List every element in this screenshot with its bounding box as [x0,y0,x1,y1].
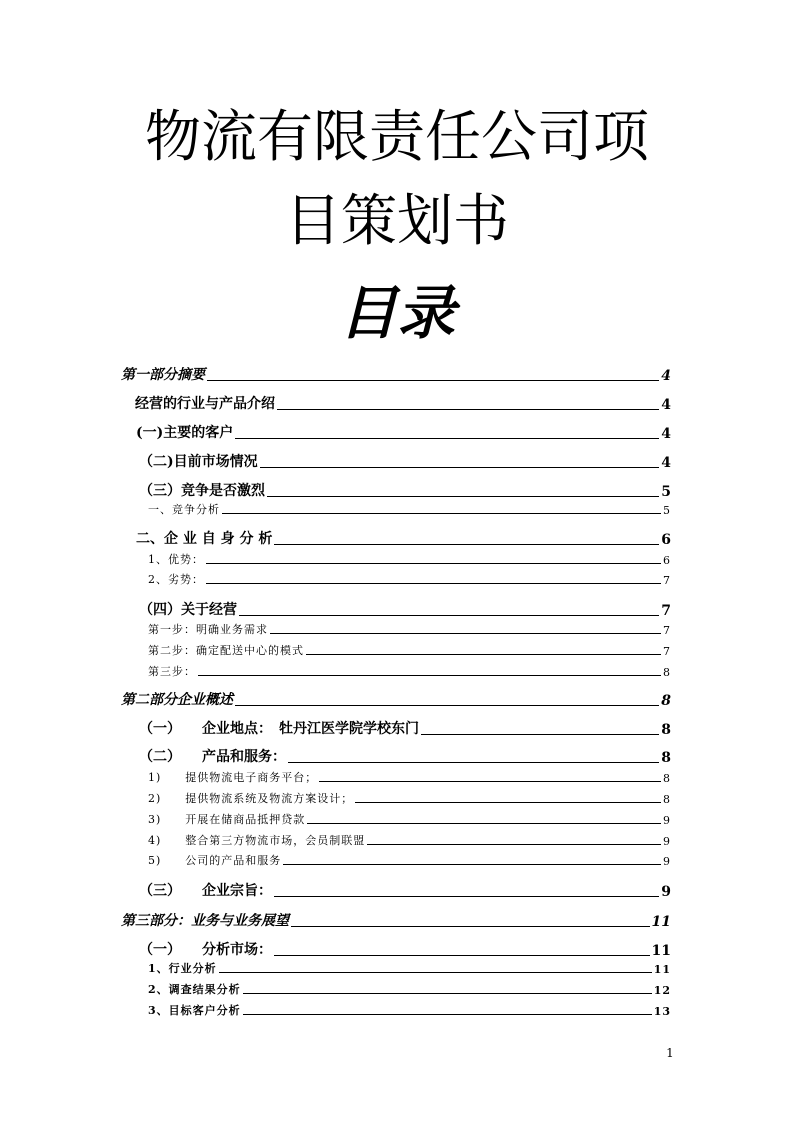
toc-entry-label: 1、优势： [148,553,204,566]
toc-entry[interactable] [148,811,671,827]
toc-entry[interactable] [139,746,671,766]
toc-entry[interactable] [121,910,671,930]
toc-entry-page: 4 [661,368,671,384]
toc-entry-label: 2、劣势： [148,573,204,586]
toc-entry-page: 9 [663,835,671,848]
toc-entry-page: 7 [663,574,671,587]
toc-entry-page: 8 [661,750,671,766]
toc-entry[interactable] [148,551,671,567]
toc-entry[interactable] [148,852,671,868]
toc-entry-label: （二)目前市场情况 [139,454,258,470]
toc-entry-page: 11 [651,914,671,930]
document-title-line-2: 目策划书 [285,189,509,254]
toc-entry[interactable] [148,571,671,587]
toc-entry-label: 2、调查结果分析 [148,983,241,996]
toc-entry[interactable] [148,960,671,976]
toc-entry[interactable] [148,663,671,679]
toc-heading: 目录 [338,279,455,347]
document-title-line-1: 物流有限责任公司项 [145,105,649,170]
toc-entry-page: 7 [663,645,671,658]
toc-entry-label: 第三步： [148,665,196,678]
toc-entry[interactable] [121,689,671,709]
toc-entry[interactable] [148,621,671,637]
toc-entry-label: （三） 企业宗旨： [139,883,272,899]
toc-entry-label: 3) 开展在储商品抵押贷款 [148,813,306,826]
toc-entry[interactable] [148,790,671,806]
toc-entry-label: 经营的行业与产品介绍 [135,396,275,412]
toc-entry-page: 9 [661,884,671,900]
toc-entry[interactable] [139,718,671,738]
toc-entry[interactable] [139,451,671,471]
toc-entry-page: 11 [651,943,671,959]
toc-entry[interactable] [139,599,671,619]
toc-entry[interactable] [148,981,671,997]
toc-entry[interactable] [139,480,671,500]
toc-entry[interactable] [148,1002,671,1018]
toc-entry[interactable] [136,528,671,548]
toc-entry-page: 4 [661,455,671,471]
toc-entry[interactable] [148,501,671,517]
toc-entry[interactable] [136,422,671,442]
toc-entry-label: （一） 分析市场： [139,942,272,958]
toc-entry-page: 4 [661,397,671,413]
toc-entry-label: （一） 企业地点： 牡丹江医学院学校东门 [139,721,419,737]
toc-entry-page: 4 [661,426,671,442]
toc-entry-page: 6 [661,532,671,548]
toc-entry-page: 8 [661,722,671,738]
toc-entry-page: 7 [663,624,671,637]
toc-entry[interactable] [148,642,671,658]
toc-entry-label: 第一步：明确业务需求 [148,623,268,636]
toc-entry-label: 5) 公司的产品和服务 [148,854,282,867]
toc-entry-page: 6 [663,554,671,567]
toc-entry-label: 第三部分：业务与业务展望 [121,913,289,929]
toc-entry-label: 一、竞争分析 [148,503,220,516]
toc-entry[interactable] [148,769,671,785]
toc-entry-page: 8 [663,772,671,785]
toc-entry-page: 13 [653,1005,671,1018]
toc-entry-page: 11 [653,963,671,976]
page-number: 1 [666,1046,674,1060]
toc-entry-label: 1、行业分析 [148,962,217,975]
toc-entry-label: （三）竞争是否激烈 [139,483,265,499]
toc-entry-label: 2) 提供物流系统及物流方案设计； [148,792,354,805]
toc-entry-label: 4) 整合第三方物流市场，会员制联盟 [148,834,366,847]
toc-entry-label: 二、企 业 自 身 分 析 [136,531,273,547]
toc-entry[interactable] [135,393,671,413]
toc-entry-page: 12 [653,984,671,997]
toc-entry-page: 8 [663,793,671,806]
toc-entry-label: 1) 提供物流电子商务平台； [148,771,318,784]
toc-entry-page: 5 [661,484,671,500]
toc-entry-label: (一)主要的客户 [136,425,234,441]
toc-entry-page: 9 [663,855,671,868]
toc-entry-label: （四）关于经营 [139,602,237,618]
toc-entry-label: 3、目标客户分析 [148,1004,241,1017]
toc-entry-page: 5 [663,504,671,517]
toc-entry-label: 第一部分摘要 [121,367,205,383]
toc-entry-page: 8 [661,693,671,709]
toc-entry-label: 第二步：确定配送中心的模式 [148,644,304,657]
toc-entry-label: 第二部分企业概述 [121,692,233,708]
toc-entry-page: 7 [661,603,671,619]
toc-entry[interactable] [121,364,671,384]
toc-entry[interactable] [139,880,671,900]
toc-entry[interactable] [139,939,671,959]
toc-entry-label: （二） 产品和服务： [139,749,286,765]
toc-entry-page: 9 [663,814,671,827]
toc-entry-page: 8 [663,666,671,679]
toc-entry[interactable] [148,832,671,848]
